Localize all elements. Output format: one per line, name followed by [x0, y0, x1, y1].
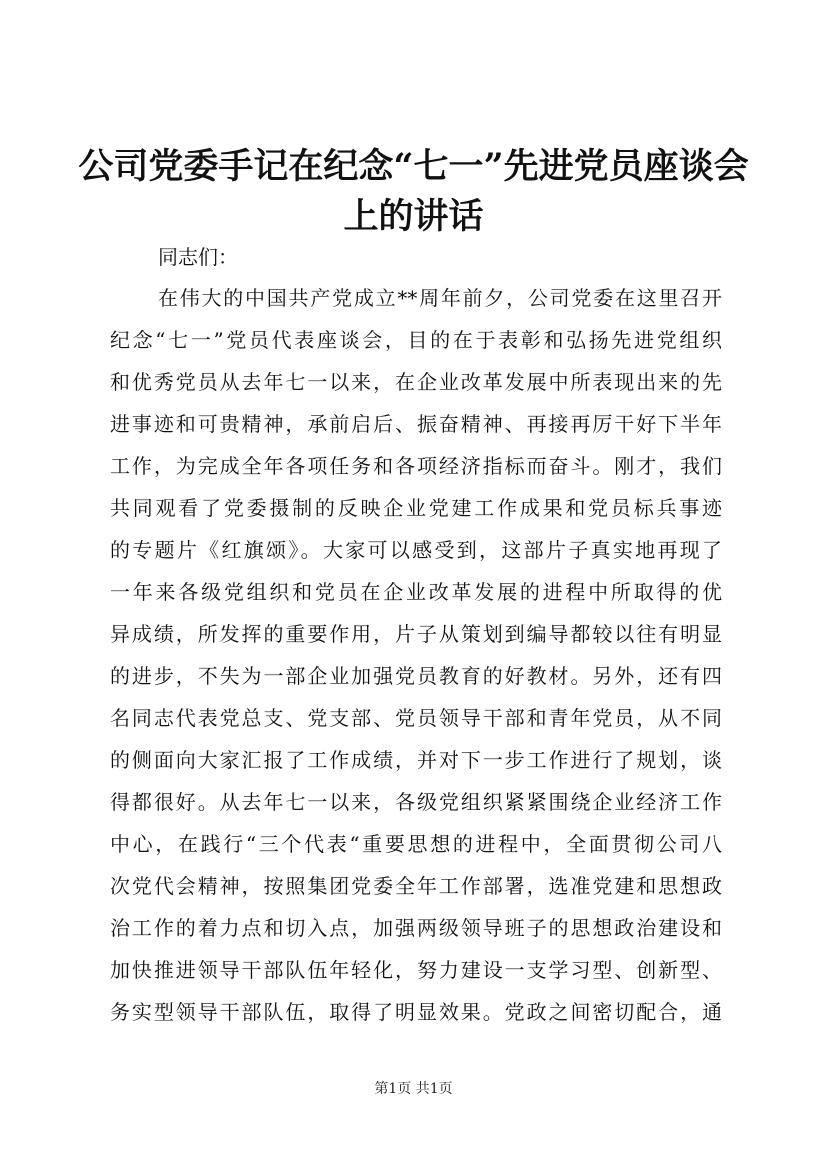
paragraph-line: 一年来各级党组织和党员在企业改革发展的进程中所取得的优 — [110, 580, 722, 604]
paragraph-line: 异成绩，所发挥的重要作用，片子从策划到编导都较以往有明显 — [110, 622, 722, 646]
paragraph-line: 和优秀党员从去年七一以来，在企业改革发展中所表现出来的先 — [110, 370, 722, 394]
salutation: 同志们： — [158, 245, 238, 269]
paragraph-line: 名同志代表党总支、党支部、党员领导干部和青年党员，从不同 — [110, 706, 722, 730]
paragraph-line: 纪念“七一”党员代表座谈会，目的在于表彰和弘扬先进党组织 — [110, 328, 722, 352]
paragraph-line: 进事迹和可贵精神，承前启后、振奋精神、再接再厉干好下半年 — [110, 412, 722, 436]
paragraph-line: 加快推进领导干部队伍年轻化，努力建设一支学习型、创新型、 — [110, 958, 722, 982]
title-line: 上的讲话 — [343, 196, 484, 237]
paragraph-line: 共同观看了党委摄制的反映企业党建工作成果和党员标兵事迹 — [110, 496, 722, 520]
paragraph-line: 工作，为完成全年各项任务和各项经济指标而奋斗。刚才，我们 — [110, 454, 722, 478]
document-title — [60, 142, 767, 242]
paragraph-line: 的侧面向大家汇报了工作成绩，并对下一步工作进行了规划，谈 — [110, 748, 722, 772]
title-line: 公司党委手记在纪念“七一”先进党员座谈会 — [78, 146, 749, 187]
paragraph-line: 次党代会精神，按照集团党委全年工作部署，选准党建和思想政 — [110, 874, 722, 898]
paragraph-line: 务实型领导干部队伍，取得了明显效果。党政之间密切配合，通 — [110, 1000, 722, 1024]
paragraph-line: 治工作的着力点和切入点，加强两级领导班子的思想政治建设和 — [110, 916, 722, 940]
paragraph-line: 的专题片《红旗颂》。大家可以感受到，这部片子真实地再现了 — [110, 538, 722, 562]
paragraph-line: 在伟大的中国共产党成立**周年前夕，公司党委在这里召开 — [158, 286, 722, 310]
page-footer: 第1页 共1页 — [374, 1081, 453, 1097]
paragraph-line: 得都很好。从去年七一以来，各级党组织紧紧围绕企业经济工作 — [110, 790, 722, 814]
paragraph-line: 的进步，不失为一部企业加强党员教育的好教材。另外，还有四 — [110, 664, 722, 688]
paragraph-line: 中心，在践行“三个代表“重要思想的进程中，全面贯彻公司八 — [110, 832, 722, 856]
